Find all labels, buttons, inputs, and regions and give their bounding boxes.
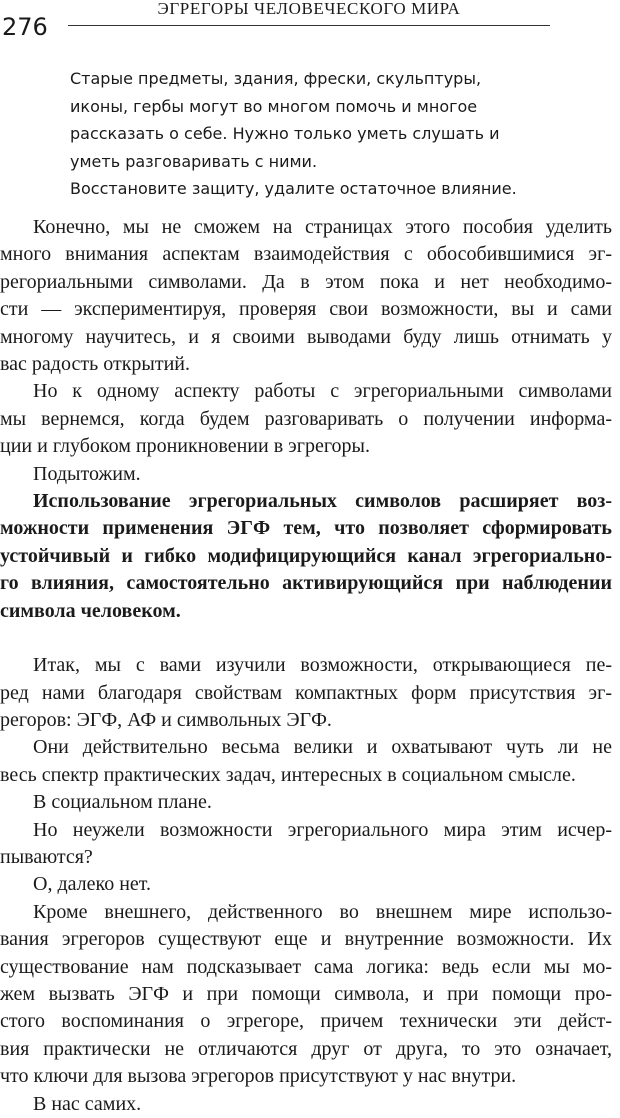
text-line: го влияния, самостоятельно активирующийся при наблюдении [0, 572, 612, 595]
text-line: стого воспоминания о эгрегоре, причем технически эти дейст- [0, 1010, 612, 1033]
main-text [0, 214, 620, 1118]
text-line: В нас самих. [33, 1092, 142, 1115]
text-line: Но неужели возможности эгрегориального мира этим исчер- [33, 818, 612, 841]
paragraph-spacer [0, 625, 620, 652]
text-line: жем вызвать ЭГФ и при помощи символа, и при помощи про- [0, 982, 612, 1005]
text-line: Использование эгрегориальных символов расширяет воз- [33, 490, 612, 513]
paragraph [0, 461, 620, 488]
text-line: Конечно, мы не сможем на страницах этого пособия уделить [33, 216, 612, 238]
text-line: Подытожим. [33, 462, 141, 485]
text-line: Итак, мы с вами изучили возможности, открывающиеся пе- [33, 654, 612, 677]
text-line: вания эгрегоров существуют еще и внутренние возможности. Их [0, 928, 612, 951]
text-line: регориальными символами. Да в этом пока и нет необходимо- [0, 270, 612, 293]
text-line: мы вернемся, когда будем разговаривать о получении информа- [0, 407, 612, 430]
text-line: вия практически не отличаются друг от друга, то это означает, [0, 1037, 612, 1060]
text-line: Они действительно весьма велики и охватывают чуть ли не [33, 736, 612, 759]
running-title: ЭГРЕГОРЫ ЧЕЛОВЕЧЕСКОГО МИРА [157, 0, 461, 18]
text-line: ции и глубоком проникновении в эгрегоры. [0, 435, 370, 458]
paragraph [0, 789, 620, 816]
text-line: символа человеком. [0, 599, 181, 622]
paragraph [0, 652, 620, 734]
paragraph [0, 378, 620, 460]
epigraph-line: рассказать о себе. Нужно только уметь слушать и [70, 124, 500, 143]
epigraph-line: иконы, гербы могут во многом помочь и многое [70, 96, 478, 116]
paragraph [0, 817, 620, 872]
text-line: В социальном плане. [33, 791, 212, 814]
epigraph-line: Восстановите защиту, удалите остаточное влияние. [70, 179, 517, 198]
text-line: существование нам подсказывает сама логика: ведь если мы мо- [0, 955, 612, 978]
text-line: сти — экспериментируя, проверяя свои возможности, вы и сами [0, 298, 612, 321]
text-line: ред нами благодаря свойствам компактных форм присутствия эг- [0, 681, 612, 704]
text-line: можности применения ЭГФ тем, что позволяет сформировать [0, 517, 612, 540]
header-rule [68, 25, 550, 26]
text-line: Кроме внешнего, действенного во внешнем мире использо- [33, 900, 612, 923]
text-line: устойчивый и гибко модифицирующийся канал эгрегориально- [0, 544, 612, 567]
text-line: регоров: ЭГФ, АФ и символьных ЭГФ. [0, 708, 332, 731]
text-line: много внимания аспектам взаимодействия с обособившимися эг- [0, 243, 612, 266]
text-line: вас радость открытий. [0, 353, 190, 376]
text-line: пываются? [0, 845, 93, 868]
paragraph [0, 734, 620, 789]
text-line: что ключи для вызова эгрегоров присутствуют у нас внутри. [0, 1065, 517, 1088]
bold-summary-paragraph [0, 488, 620, 625]
paragraph [0, 871, 620, 898]
paragraph [0, 1091, 620, 1118]
text-line: Но к одному аспекту работы с эгрегориальными символами [33, 380, 612, 403]
text-line: весь спектр практических задач, интересных в социальном смысле. [0, 763, 576, 786]
text-line: многому научитесь, и я своими выводами буду лишь отнимать у [0, 325, 612, 348]
epigraph-line: Старые предметы, здания, фрески, скульптуры, [70, 69, 482, 88]
page-number: 276 [2, 13, 48, 41]
epigraph [70, 65, 560, 203]
page-header [0, 0, 620, 40]
paragraph [0, 214, 620, 378]
text-line: О, далеко нет. [33, 873, 152, 896]
epigraph-line: уметь разговаривать с ними. [70, 151, 318, 171]
